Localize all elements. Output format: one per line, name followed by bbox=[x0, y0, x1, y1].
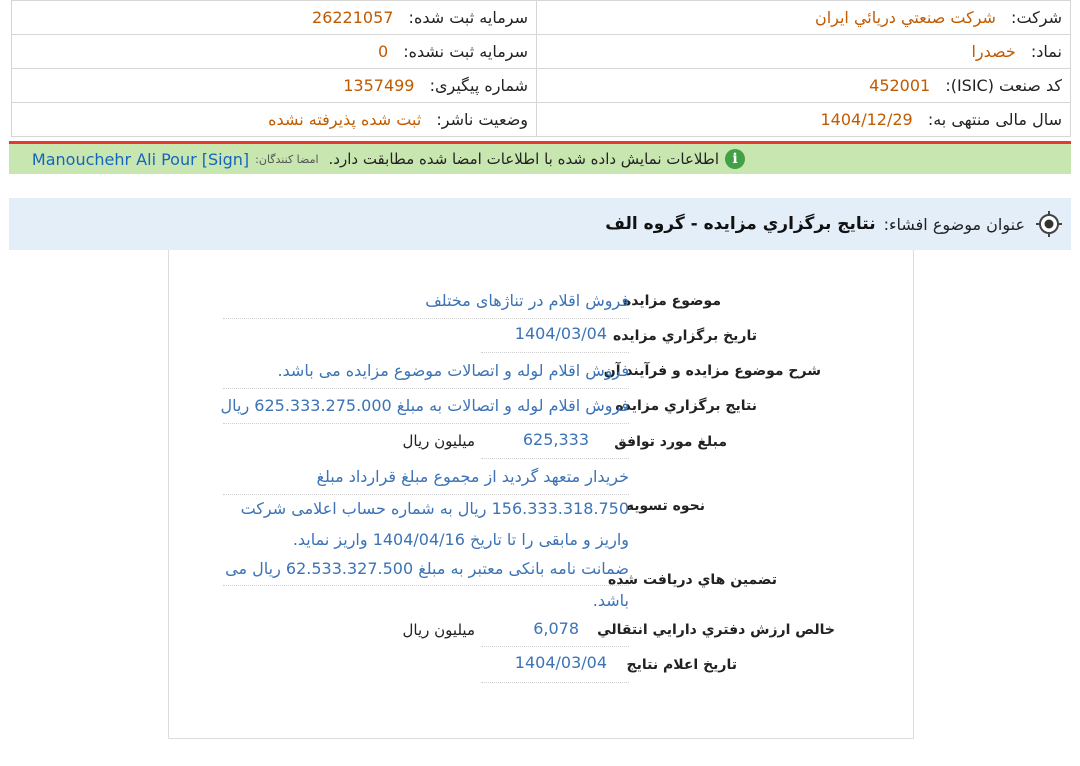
unregistered-capital-value: 0 bbox=[377, 42, 389, 61]
registered-capital-cell bbox=[12, 1, 537, 35]
company-cell bbox=[537, 1, 1071, 35]
symbol-label: نماد: bbox=[1030, 42, 1062, 61]
agreed-amount-label: مبلغ مورد توافق bbox=[614, 434, 727, 450]
signature-bar bbox=[9, 141, 1071, 174]
divider bbox=[223, 388, 629, 389]
divider bbox=[481, 646, 629, 647]
divider bbox=[481, 352, 629, 353]
unregistered-capital-cell bbox=[12, 35, 537, 69]
publisher-status-value: ثبت شده پذیرفته نشده bbox=[268, 110, 422, 129]
subject-label: عنوان موضوع افشاء: bbox=[883, 214, 1025, 234]
results-value: فروش اقلام لوله و اتصالات به مبلغ 625.333.275.000 ریال bbox=[220, 396, 629, 415]
signers-label: امضا کنندگان: bbox=[255, 152, 319, 166]
unregistered-capital-label: سرمایه ثبت نشده: bbox=[403, 42, 528, 61]
divider bbox=[223, 423, 629, 424]
divider bbox=[223, 318, 629, 319]
settlement-line-1: خریدار متعهد گردید از مجموع مبلغ قرارداد مبلغ bbox=[316, 467, 629, 486]
fiscal-year-label: سال مالی منتهی به: bbox=[927, 110, 1062, 129]
fiscal-year-value: 1404/12/29 bbox=[820, 110, 913, 129]
auction-subject-value: فروش اقلام در تناژهای مختلف bbox=[425, 291, 629, 310]
signature-message: اطلاعات نمایش داده شده با اطلاعات امضا شده مطابقت دارد. bbox=[328, 150, 719, 168]
info-row bbox=[12, 103, 1071, 137]
isic-value: 452001 bbox=[869, 76, 931, 95]
info-row bbox=[12, 35, 1071, 69]
company-info-table bbox=[11, 0, 1071, 137]
target-icon bbox=[1035, 210, 1063, 238]
fiscal-year-cell bbox=[537, 103, 1071, 137]
divider bbox=[223, 585, 629, 586]
symbol-cell bbox=[537, 35, 1071, 69]
auction-date-value: 1404/03/04 bbox=[514, 324, 607, 343]
description-label: شرح موضوع مزایده و فرآیند آن bbox=[603, 363, 821, 379]
settlement-line-2: 156.333.318.750 ریال به شماره حساب اعلامی شرکت bbox=[240, 499, 629, 518]
tracking-label: شماره پیگیری: bbox=[429, 76, 528, 95]
auction-subject-label: موضوع مزایده bbox=[623, 293, 721, 309]
settlement-label: نحوه تسويه bbox=[625, 498, 705, 514]
company-label: شرکت: bbox=[1011, 8, 1062, 27]
company-value[interactable]: شرکت صنعتي دريائي ايران bbox=[814, 8, 996, 27]
info-row bbox=[12, 1, 1071, 35]
tracking-value: 1357499 bbox=[343, 76, 415, 95]
info-row bbox=[12, 69, 1071, 103]
net-book-value-unit: ميليون ريال bbox=[402, 621, 475, 639]
publisher-status-label: وضعیت ناشر: bbox=[436, 110, 528, 129]
publisher-status-cell bbox=[12, 103, 537, 137]
info-icon: i bbox=[725, 149, 745, 169]
guarantees-line-2: باشد. bbox=[592, 591, 629, 610]
description-value: فروش اقلام لوله و اتصالات موضوع مزایده می باشد. bbox=[277, 361, 629, 380]
net-book-value-label: خالص ارزش دفتري دارايي انتقالي bbox=[597, 622, 835, 638]
divider bbox=[481, 458, 629, 459]
auction-date-label: تاريخ برگزاري مزايده bbox=[613, 328, 757, 344]
tracking-cell bbox=[12, 69, 537, 103]
isic-cell bbox=[537, 69, 1071, 103]
results-date-value: 1404/03/04 bbox=[514, 653, 607, 672]
symbol-value[interactable]: خصدرا bbox=[971, 42, 1016, 61]
settlement-line-3: واریز و مابقی را تا تاریخ 1404/04/16 واریز نماید. bbox=[292, 530, 629, 549]
divider bbox=[223, 494, 629, 495]
subject-bar bbox=[9, 198, 1071, 250]
results-date-label: تاريخ اعلام نتايج bbox=[626, 657, 737, 673]
guarantees-label: تضمين هاي دريافت شده bbox=[607, 572, 777, 588]
subject-title: نتايج برگزاري مزايده - گروه الف bbox=[605, 214, 876, 234]
guarantees-line-1: ضمانت نامه بانکی معتبر به مبلغ 62.533.327.500 ریال می bbox=[225, 559, 629, 578]
isic-label: کد صنعت (ISIC): bbox=[945, 76, 1062, 95]
net-book-value-value: 6,078 bbox=[533, 619, 579, 638]
results-label: نتايج برگزاري مزايده bbox=[615, 398, 757, 414]
signer-link[interactable]: Manouchehr Ali Pour [Sign] bbox=[31, 149, 250, 169]
agreed-amount-unit: ميليون ريال bbox=[402, 432, 475, 450]
divider bbox=[481, 682, 629, 683]
auction-details-panel bbox=[168, 250, 914, 739]
agreed-amount-value: 625,333 bbox=[522, 430, 589, 449]
registered-capital-label: سرمایه ثبت شده: bbox=[408, 8, 528, 27]
registered-capital-value: 26221057 bbox=[312, 8, 394, 27]
